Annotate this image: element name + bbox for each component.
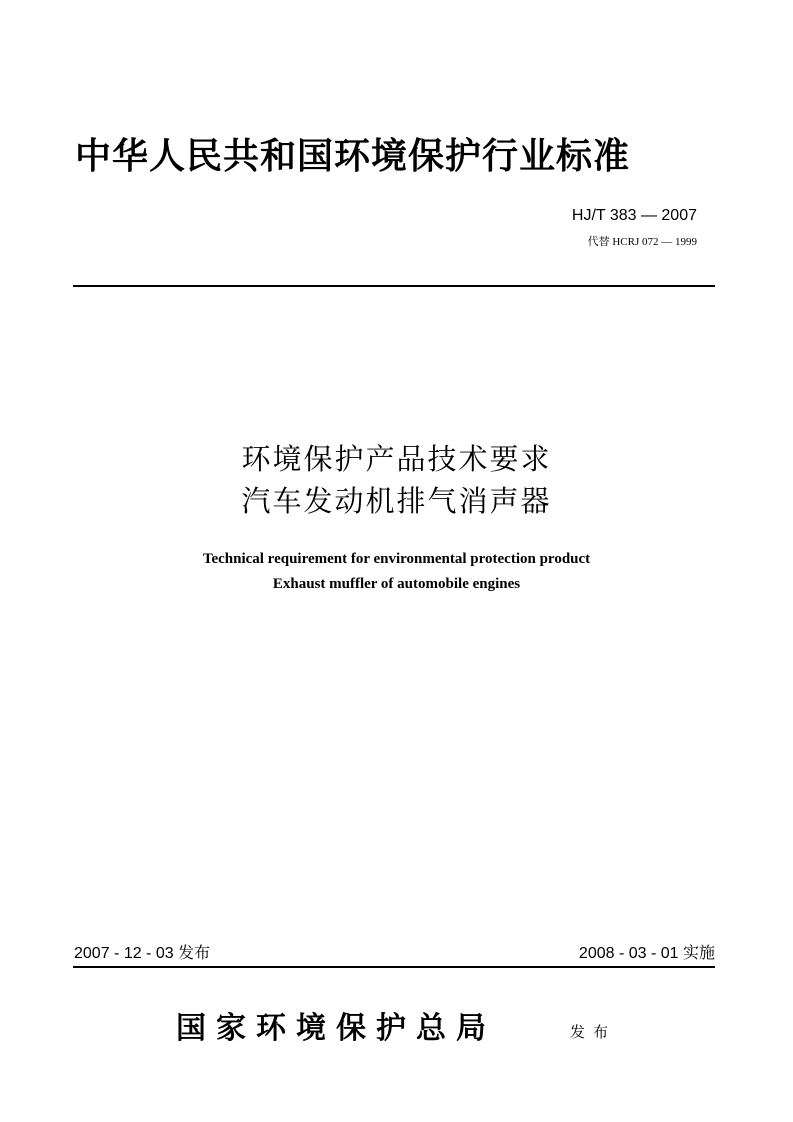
standard-number: HJ/T 383 — 2007 [571,207,697,224]
issuing-authority: 国家环境保护总局 [176,1011,496,1046]
chinese-title-line-1: 环境保护产品技术要求 [241,442,552,476]
english-title-line-2: Exhaust muffler of automobile engines [272,576,521,592]
footer-divider [73,966,715,968]
effective-date: 2008 - 03 - 01 实施 [578,945,715,962]
issuing-action: 发布 [570,1023,617,1041]
issue-date: 2007 - 12 - 03 发布 [74,945,211,962]
standard-category-title: 中华人民共和国环境保护行业标准 [75,136,631,177]
replaces-standard: 代替 HCRJ 072 — 1999 [587,236,697,248]
chinese-title-line-2: 汽车发动机排气消声器 [241,484,552,518]
english-title-line-1: Technical requirement for environmental protection product [202,551,591,567]
header-divider [73,285,715,287]
